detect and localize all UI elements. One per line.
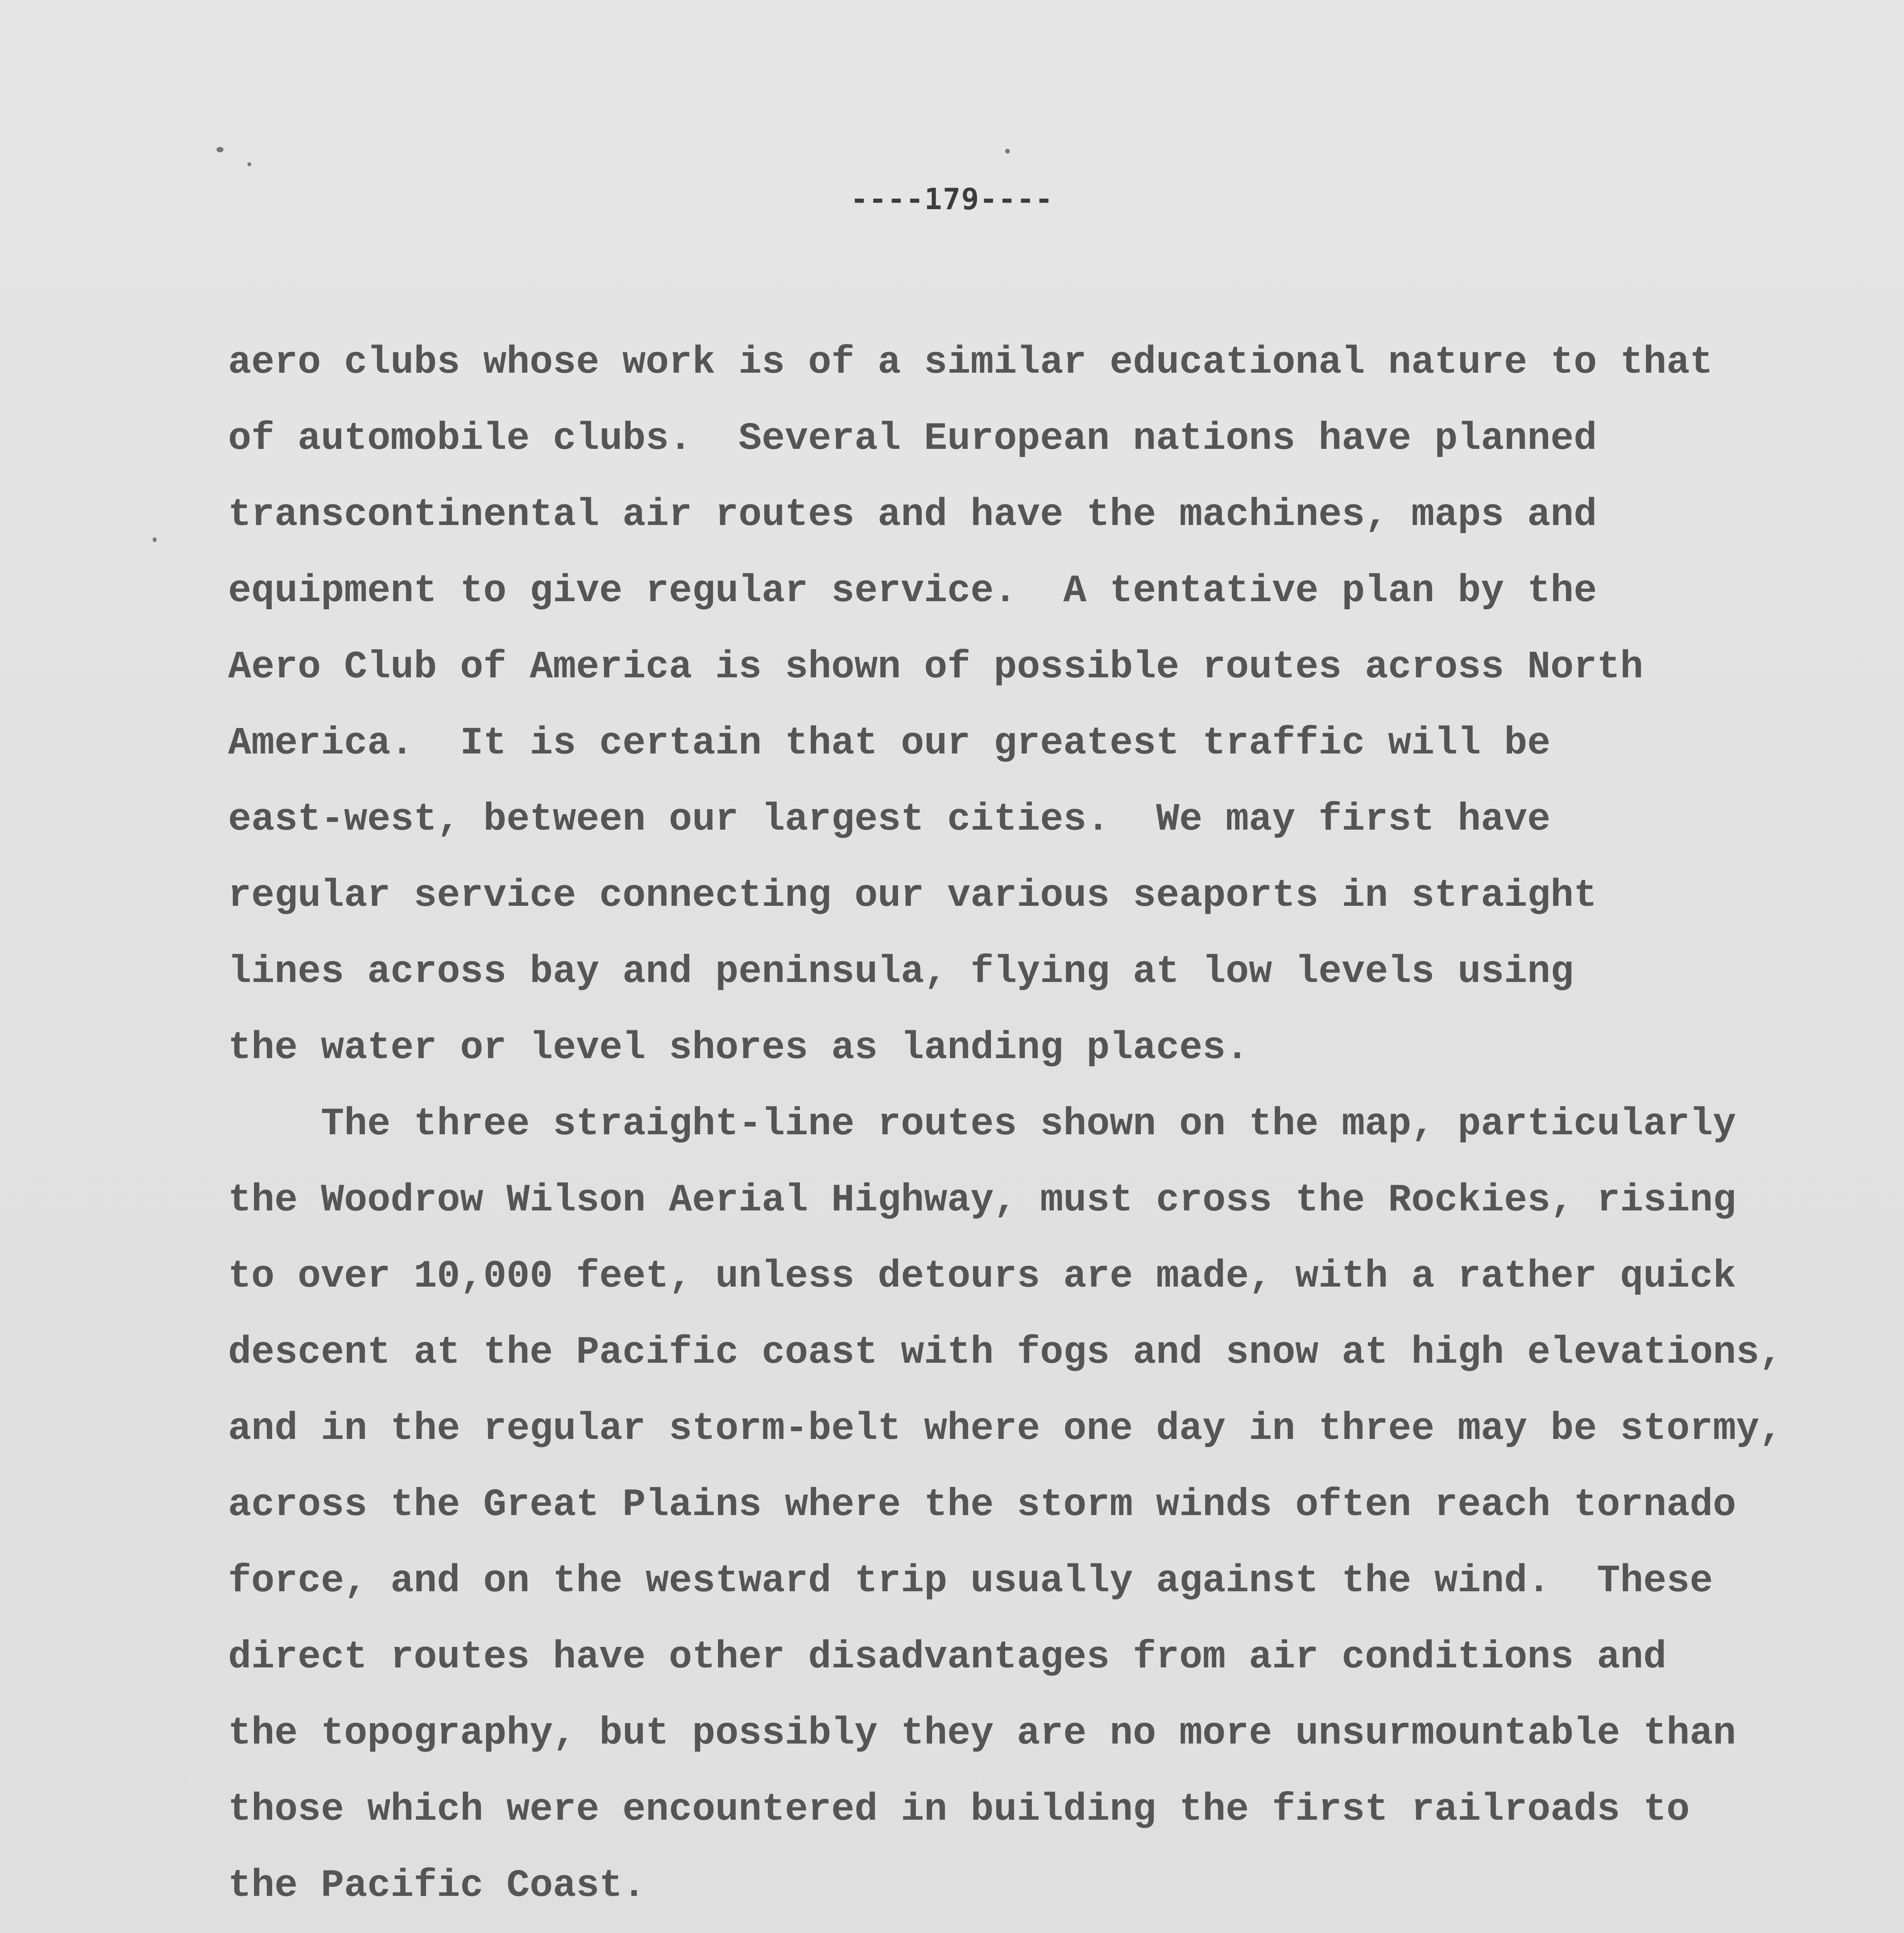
text-line: transcontinental air routes and have the machines, maps and (228, 493, 1597, 537)
text-line: of automobile clubs. Several European nations have planned (228, 417, 1597, 461)
paper-speck (1005, 149, 1010, 153)
text-line: the Woodrow Wilson Aerial Highway, must cross the Rockies, rising (228, 1179, 1736, 1222)
paper-speck (247, 162, 251, 166)
text-line: the Pacific Coast. (228, 1864, 646, 1908)
text-line: aero clubs whose work is of a similar educational nature to that (228, 341, 1713, 385)
text-line: to over 10,000 feet, unless detours are made, with a rather quick (228, 1255, 1736, 1299)
text-line: across the Great Plains where the storm winds often reach tornado (228, 1483, 1736, 1527)
text-line: the water or level shores as landing places. (228, 1026, 1249, 1070)
text-line: and in the regular storm-belt where one day in three may be stormy, (228, 1407, 1783, 1451)
text-line: regular service connecting our various seaports in straight (228, 874, 1597, 918)
text-line: force, and on the westward trip usually against the wind. These (228, 1560, 1713, 1603)
body-text (228, 325, 1783, 1933)
text-line: equipment to give regular service. A tentative plan by the (228, 569, 1597, 613)
paper-speck (153, 537, 157, 542)
paper-speck (216, 147, 223, 152)
text-line: east-west, between our largest cities. We may first have (228, 798, 1551, 842)
text-line: direct routes have other disadvantages from air conditions and (228, 1636, 1667, 1679)
text-line: those which were encountered in building the first railroads to (228, 1788, 1690, 1832)
text-line: Aero Club of America is shown of possible routes across North (228, 646, 1643, 689)
page-number: ----179---- (850, 182, 1054, 216)
text-line: lines across bay and peninsula, flying at low levels using (228, 950, 1574, 994)
text-line: the topography, but possibly they are no more unsurmountable than (228, 1712, 1736, 1756)
text-line (228, 1924, 1774, 1933)
text-line: descent at the Pacific coast with fogs and snow at high elevations, (228, 1331, 1783, 1375)
text-line: America. It is certain that our greatest traffic will be (228, 722, 1551, 765)
text-line: The three straight-line routes shown on the map, particularly (228, 1103, 1736, 1146)
